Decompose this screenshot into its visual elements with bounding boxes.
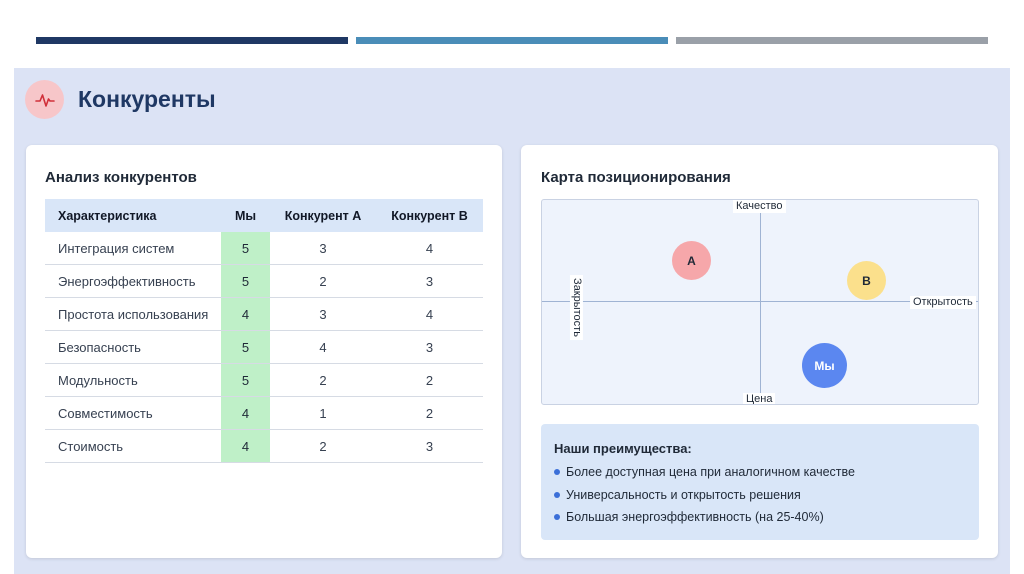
point-competitor-a — [672, 241, 711, 280]
axis-label-closedness: Закрытость — [570, 275, 583, 340]
advantage-text: Большая энергоэффективность (на 25-40%) — [566, 510, 824, 524]
pulse-icon — [25, 80, 64, 119]
score-cell: 5 — [221, 265, 270, 298]
top-bar-blue — [356, 37, 668, 44]
advantages-list — [554, 464, 855, 532]
bullet-icon — [554, 469, 560, 475]
score-cell: 5 — [221, 232, 270, 265]
score-cell: 3 — [270, 298, 376, 331]
axis-label-openness: Открытость — [910, 296, 976, 309]
score-cell: 5 — [221, 364, 270, 397]
column-header: Конкурент А — [270, 199, 376, 232]
score-cell: 5 — [221, 331, 270, 364]
table-row — [45, 364, 483, 397]
point-label: А — [687, 253, 696, 268]
characteristic-cell: Стоимость — [45, 430, 221, 463]
score-cell: 4 — [376, 232, 483, 265]
point-label: В — [862, 273, 871, 288]
list-item — [554, 509, 855, 532]
characteristic-cell: Простота использования — [45, 298, 221, 331]
comparison-table — [45, 199, 483, 463]
table-header-row — [45, 199, 483, 232]
column-header: Конкурент В — [376, 199, 483, 232]
characteristic-cell: Модульность — [45, 364, 221, 397]
score-cell: 3 — [376, 265, 483, 298]
top-bar-dark — [36, 37, 348, 44]
list-item — [554, 464, 855, 487]
advantages-box — [541, 424, 979, 540]
point-us — [802, 343, 847, 388]
bullet-icon — [554, 514, 560, 520]
score-cell: 2 — [270, 364, 376, 397]
table-row — [45, 265, 483, 298]
column-header: Характеристика — [45, 199, 221, 232]
axis-label-price: Цена — [743, 393, 775, 405]
page-title: Конкуренты — [78, 86, 216, 112]
bullet-icon — [554, 492, 560, 498]
table-row — [45, 298, 483, 331]
table-row — [45, 331, 483, 364]
score-cell: 1 — [270, 397, 376, 430]
point-label: Мы — [814, 358, 835, 373]
axis-label-quality: Качество — [733, 200, 786, 213]
score-cell: 2 — [376, 364, 483, 397]
score-cell: 2 — [270, 265, 376, 298]
positioning-title: Карта позиционирования — [541, 169, 731, 186]
pulse-icon-glyph — [35, 90, 55, 110]
characteristic-cell: Безопасность — [45, 331, 221, 364]
table-row — [45, 232, 483, 265]
positioning-card — [521, 145, 998, 558]
characteristic-cell: Энергоэффективность — [45, 265, 221, 298]
characteristic-cell: Интеграция систем — [45, 232, 221, 265]
column-header: Мы — [221, 199, 270, 232]
advantages-title: Наши преимущества: — [554, 441, 692, 456]
table-row — [45, 430, 483, 463]
score-cell: 2 — [270, 430, 376, 463]
advantage-text: Универсальность и открытость решения — [566, 487, 801, 502]
list-item — [554, 487, 855, 510]
positioning-map — [541, 199, 979, 405]
score-cell: 4 — [376, 298, 483, 331]
analysis-title: Анализ конкурентов — [45, 169, 197, 186]
point-competitor-b — [847, 261, 886, 300]
score-cell: 4 — [270, 331, 376, 364]
table-row — [45, 397, 483, 430]
score-cell: 4 — [221, 397, 270, 430]
competitor-analysis-card — [26, 145, 502, 558]
advantage-text: Более доступная цена при аналогичном качестве — [566, 465, 855, 479]
characteristic-cell: Совместимость — [45, 397, 221, 430]
score-cell: 3 — [376, 430, 483, 463]
score-cell: 3 — [270, 232, 376, 265]
top-bar-gray — [676, 37, 988, 44]
score-cell: 4 — [221, 430, 270, 463]
score-cell: 4 — [221, 298, 270, 331]
vertical-axis — [760, 200, 761, 404]
score-cell: 2 — [376, 397, 483, 430]
score-cell: 3 — [376, 331, 483, 364]
